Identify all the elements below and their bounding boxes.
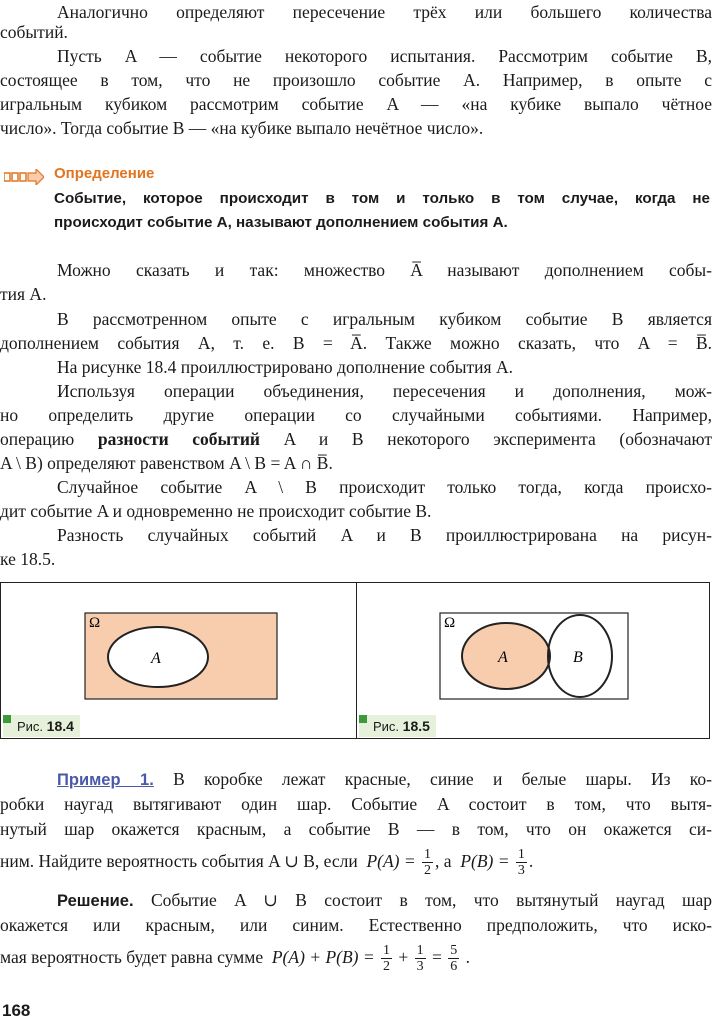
text-line: но определить другие операции со случайными событиями. Например, xyxy=(0,405,712,425)
text-line: В рассмотренном опыте с игральным кубиком событие B является xyxy=(57,309,712,329)
text-line: нутый шар окажется красным, а событие B — в том, что он окажется си- xyxy=(0,819,712,839)
text-line: Пусть A — событие некоторого испытания. Рассмотрим событие B, xyxy=(57,46,712,66)
formula-pa: P(A) = xyxy=(366,851,416,871)
fraction: $\frac{5}{6}$ xyxy=(450,943,458,975)
text-line: Случайное событие A \ B происходит только тогда, когда происхо- xyxy=(57,477,712,497)
text-fragment: операцию xyxy=(0,429,75,449)
caption-prefix: Рис. xyxy=(373,719,400,734)
text-line: игральным кубиком рассмотрим событие A — «на кубике выпало чётное xyxy=(0,94,712,114)
figure-caption-18-5 xyxy=(359,715,436,737)
text-line: состоящее в том, что не произошло событие A. Например, в опыте с xyxy=(0,70,712,90)
caption-number: 18.5 xyxy=(402,718,430,734)
figures-frame xyxy=(0,582,710,739)
set-b-label-fig2: B xyxy=(573,649,583,666)
text-line: тия A. xyxy=(0,284,47,304)
text-line: ке 18.5. xyxy=(0,549,56,569)
operator: = xyxy=(432,947,442,967)
omega-label-fig1: Ω xyxy=(89,615,101,631)
definition-arrow-icon xyxy=(4,169,44,185)
fraction: $\frac{1}{3}$ xyxy=(517,847,525,879)
figure-caption-18-4 xyxy=(3,715,80,737)
text-fragment: . xyxy=(465,947,471,967)
example-link[interactable]: Пример 1. xyxy=(57,771,154,789)
text-line: робки наугад вытягивают один шар. Событие A состоит в том, что вытя- xyxy=(0,794,712,814)
omega-label-fig2: Ω xyxy=(444,615,456,631)
text-line: число». Тогда событие B — «на кубике выпало нечётное число». xyxy=(0,118,484,138)
set-a-label-fig2: A xyxy=(498,649,508,666)
text-line xyxy=(0,427,712,451)
fraction: $\frac{1}{2}$ xyxy=(424,847,432,879)
term-bold: разности событий xyxy=(97,429,260,449)
solution-label: Решение. xyxy=(57,892,134,910)
caption-prefix: Рис. xyxy=(17,719,44,734)
definition-text: Событие, которое происходит в том и только в том случае, когда не xyxy=(54,190,710,207)
text-line: Можно сказать и так: множество A̅ называют дополнением собы- xyxy=(57,260,712,280)
text-fragment: В коробке лежат красные, синие и белые шары. Из ко- xyxy=(173,769,712,789)
venn-diagrams xyxy=(1,583,711,739)
text-fragment: . xyxy=(528,851,534,871)
definition-title: Определение xyxy=(54,165,155,182)
solution-formula-line xyxy=(0,942,712,974)
caption-marker xyxy=(359,715,367,723)
operator: + xyxy=(398,947,409,967)
text-line: A \ B) определяют равенством A \ B = A ∩ B̅. xyxy=(0,453,333,473)
set-a-label-fig1: A xyxy=(151,650,161,667)
text-line: Разность случайных событий A и B проиллюстрирована на рисун- xyxy=(57,525,712,545)
text-line: дит событие A и одновременно не происходит событие B. xyxy=(0,501,432,521)
caption-marker xyxy=(3,715,11,723)
example-line xyxy=(0,767,712,792)
text-fragment: A и B некоторого эксперимента (обозначают xyxy=(283,429,712,449)
example-formula-line xyxy=(0,846,712,878)
text-line: На рисунке 18.4 проиллюстрировано дополнение события A. xyxy=(57,357,513,377)
text-line: Используя операции объединения, пересечения и дополнения, мож- xyxy=(57,381,712,401)
fraction: $\frac{1}{2}$ xyxy=(383,943,391,975)
solution-line xyxy=(0,888,712,913)
text-line: окажется или красным, или синим. Естественно предположить, что иско- xyxy=(0,915,712,935)
text-line: Аналогично определяют пересечение трёх или большего количества xyxy=(57,2,712,22)
text-line: событий. xyxy=(0,22,68,42)
text-fragment: Событие A ∪ B состоит в том, что вытянутый наугад шар xyxy=(150,890,712,910)
fraction: $\frac{1}{3}$ xyxy=(416,943,424,975)
definition-header xyxy=(0,165,712,187)
text-fragment: , а xyxy=(435,851,452,871)
text-fragment: ним. Найдите вероятность события A ∪ B, если xyxy=(0,851,358,871)
text-line: дополнением события A, т. е. B = A̅. Также можно сказать, что A = B̅. xyxy=(0,333,712,353)
formula-pb: P(B) = xyxy=(460,851,510,871)
definition-text: происходит событие A, называют дополнением события A. xyxy=(54,214,508,231)
formula-sum: P(A) + P(B) = xyxy=(271,947,375,967)
text-fragment: мая вероятность будет равна сумме xyxy=(0,947,264,967)
page-number: 168 xyxy=(2,1001,31,1020)
caption-number: 18.4 xyxy=(46,718,74,734)
